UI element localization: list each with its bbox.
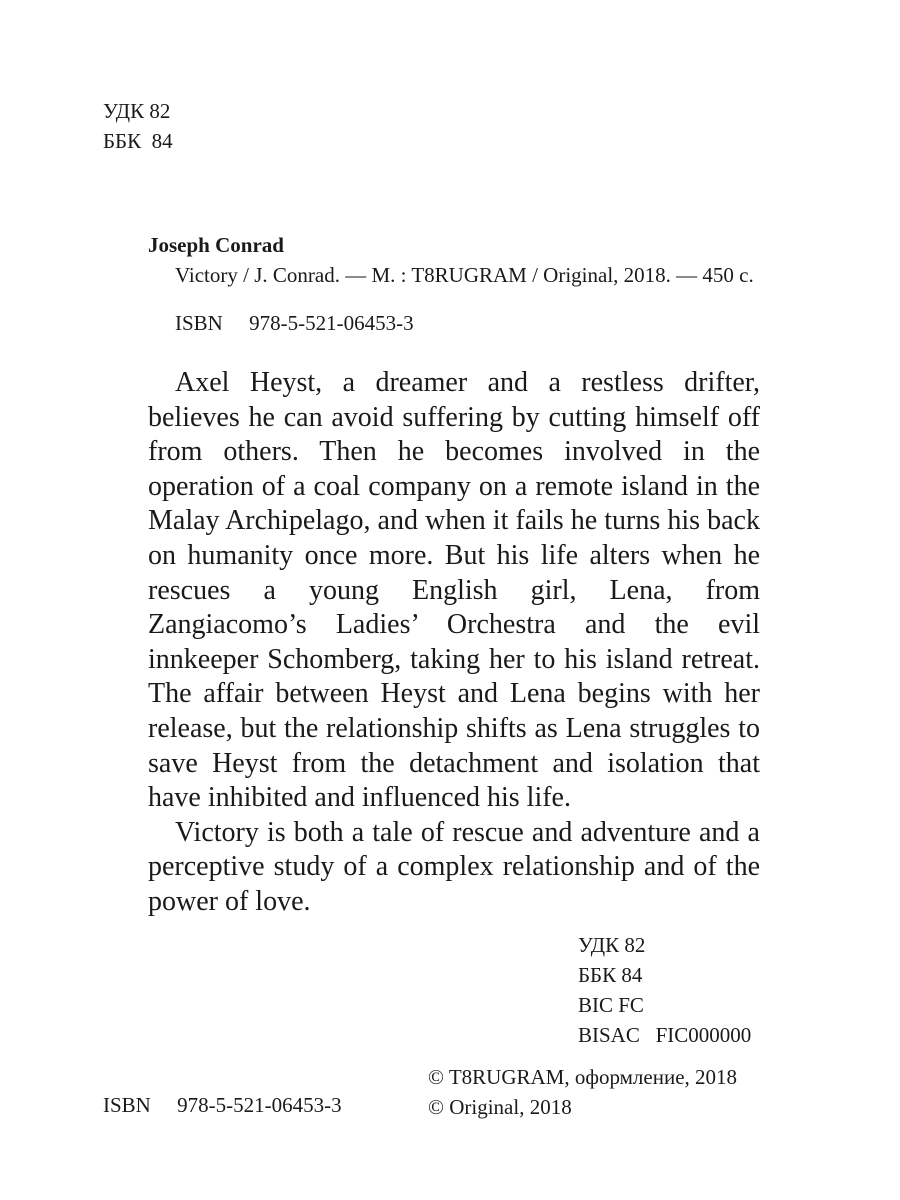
top-classification-codes: [103, 96, 173, 156]
bbk-code: ББК 84: [578, 963, 643, 987]
annotation-paragraph: Victory is both a tale of rescue and adventure and a perceptive study of a complex relationship and of the power of love.: [148, 816, 760, 917]
copyright-block: [428, 1062, 737, 1122]
udk-code: УДК 82: [103, 99, 171, 123]
bisac-code: BISAC FIC000000: [578, 1023, 752, 1047]
catalog-record: [148, 230, 768, 338]
bic-code: BIC FC: [578, 993, 644, 1017]
udk-code: УДК 82: [578, 933, 646, 957]
author-name: Joseph Conrad: [148, 233, 284, 257]
copyright-design: © T8RUGRAM, оформление, 2018: [428, 1065, 738, 1089]
bibliographic-citation: Victory / J. Conrad. — M. : T8RUGRAM / Original, 2018. — 450 с.: [175, 263, 754, 287]
annotation-paragraph: Axel Heyst, a dreamer and a restless drifter, believes he can avoid suffering by cutting himself off from others. Then he becomes involved in the operation of a coal company on a remote island in the Malay Archipelago, and when it fails he turns his back on humanity once more. But his life alters when he rescues a young English girl, Lena, from Zangiacomo’s Ladies’ Orchestra and the evil innkeeper Schomberg, taking her to his island retreat. The affair between Heyst and Lena begins with her release, but the relationship shifts as Lena struggles to save Heyst from the detachment and isolation that have inhibited and influenced his life.: [148, 367, 760, 814]
classification-codes: [578, 930, 751, 1050]
book-annotation: [148, 366, 760, 920]
catalog-isbn: ISBN 978-5-521-06453-3: [175, 311, 414, 335]
copyright-original: © Original, 2018: [428, 1095, 572, 1119]
isbn-number: ISBN 978-5-521-06453-3: [103, 1093, 342, 1117]
bbk-code: ББК 84: [103, 129, 173, 153]
